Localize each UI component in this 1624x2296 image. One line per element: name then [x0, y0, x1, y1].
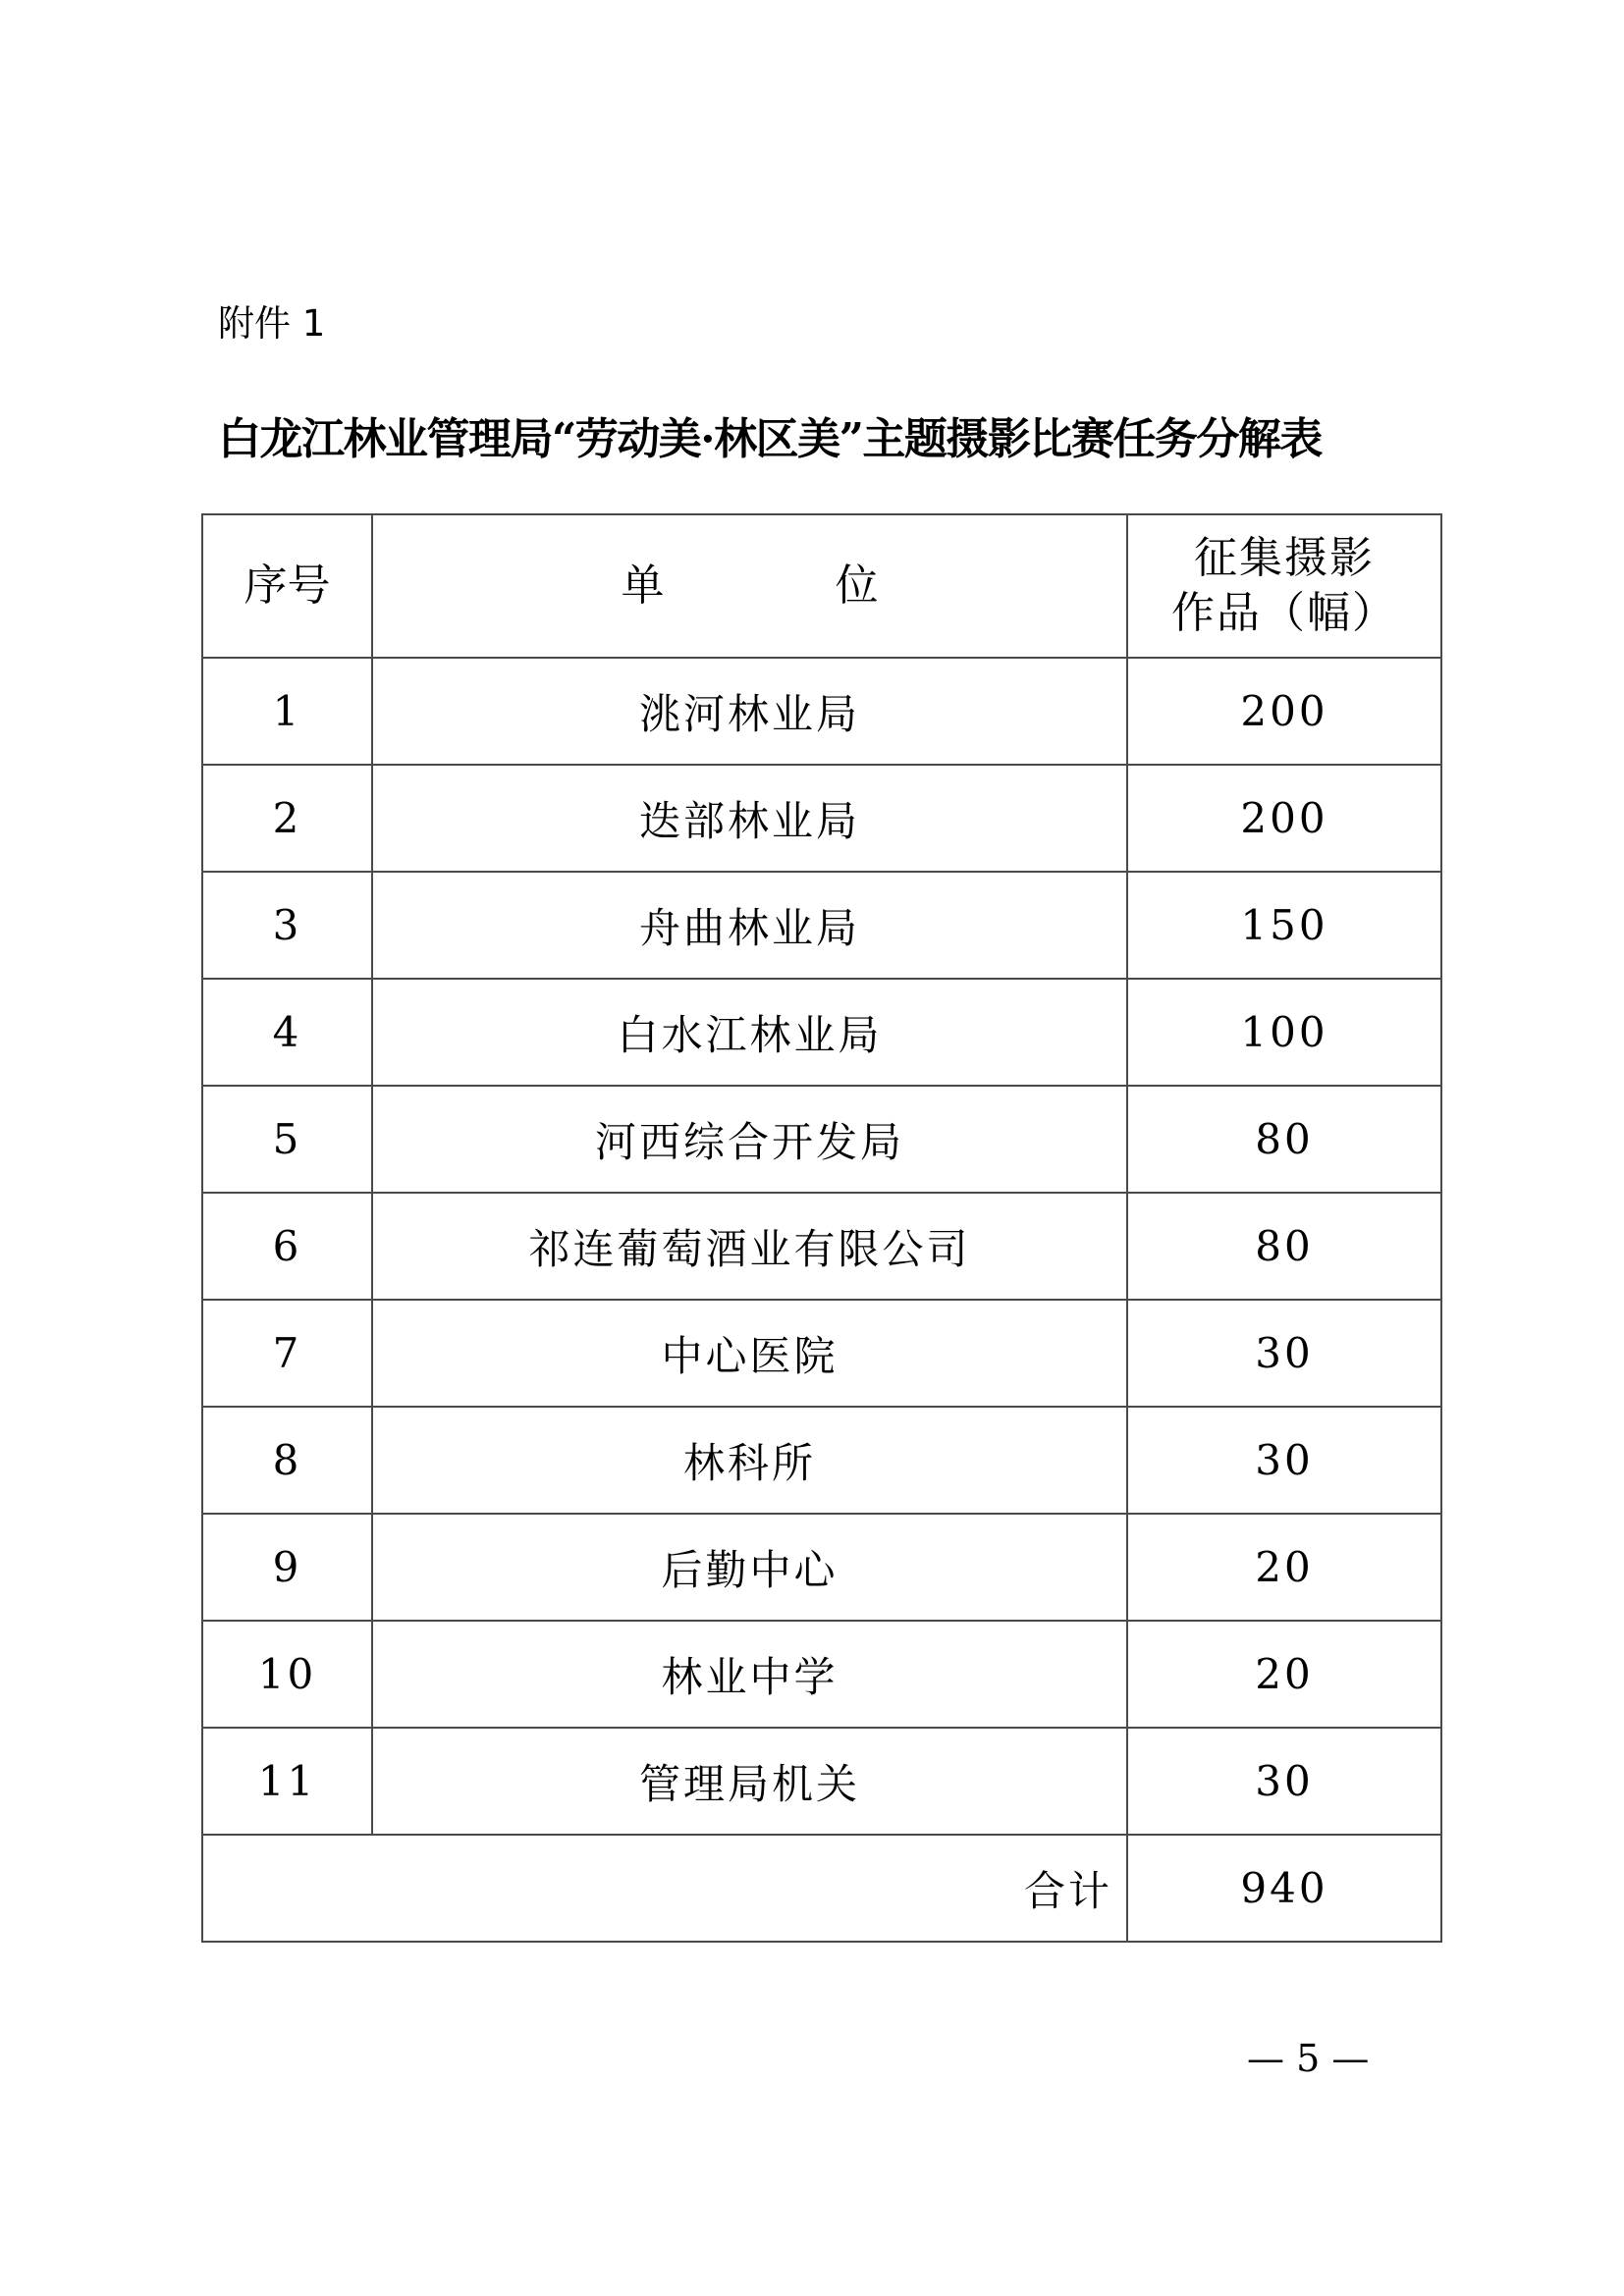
attachment-label: 附件 1: [218, 302, 326, 345]
row-unit: 迭部林业局: [372, 765, 1127, 872]
header-unit: 单 位: [372, 514, 1127, 658]
table-row: [202, 1407, 1441, 1514]
row-number: 7: [202, 1300, 372, 1407]
row-number: 3: [202, 872, 372, 979]
row-count: 30: [1127, 1300, 1441, 1407]
page-number: — 5 —: [1247, 2037, 1370, 2080]
table-row: [202, 1728, 1441, 1835]
row-count: 150: [1127, 872, 1441, 979]
table-row: [202, 1193, 1441, 1300]
table-row: [202, 872, 1441, 979]
task-breakdown-table: [201, 513, 1442, 1943]
row-unit: 管理局机关: [372, 1728, 1127, 1835]
table-row: [202, 1621, 1441, 1728]
row-count: 20: [1127, 1514, 1441, 1621]
row-unit: 河西综合开发局: [372, 1086, 1127, 1193]
row-unit: 林业中学: [372, 1621, 1127, 1728]
row-number: 9: [202, 1514, 372, 1621]
row-number: 6: [202, 1193, 372, 1300]
row-unit: 白水江林业局: [372, 979, 1127, 1086]
row-number: 1: [202, 658, 372, 765]
row-count: 30: [1127, 1728, 1441, 1835]
row-count: 30: [1127, 1407, 1441, 1514]
row-unit: 洮河林业局: [372, 658, 1127, 765]
row-number: 8: [202, 1407, 372, 1514]
table-row: [202, 765, 1441, 872]
row-count: 200: [1127, 765, 1441, 872]
row-count: 200: [1127, 658, 1441, 765]
total-label: 合计: [202, 1835, 1127, 1942]
row-number: 4: [202, 979, 372, 1086]
row-count: 100: [1127, 979, 1441, 1086]
row-count: 80: [1127, 1086, 1441, 1193]
row-unit: 林科所: [372, 1407, 1127, 1514]
row-count: 80: [1127, 1193, 1441, 1300]
row-number: 11: [202, 1728, 372, 1835]
table-row: [202, 1086, 1441, 1193]
header-number: 序号: [202, 514, 372, 658]
row-count: 20: [1127, 1621, 1441, 1728]
table-row: [202, 979, 1441, 1086]
header-works: 征集摄影 作品（幅）: [1127, 514, 1441, 658]
table-row: [202, 658, 1441, 765]
total-value: 940: [1127, 1835, 1441, 1942]
row-number: 5: [202, 1086, 372, 1193]
table-header-row: [202, 514, 1441, 658]
row-unit: 后勤中心: [372, 1514, 1127, 1621]
row-number: 2: [202, 765, 372, 872]
table-row: [202, 1514, 1441, 1621]
row-unit: 舟曲林业局: [372, 872, 1127, 979]
table-row: [202, 1300, 1441, 1407]
total-row: [202, 1835, 1441, 1942]
row-unit: 中心医院: [372, 1300, 1127, 1407]
row-number: 10: [202, 1621, 372, 1728]
row-unit: 祁连葡萄酒业有限公司: [372, 1193, 1127, 1300]
document-title: 白龙江林业管理局“劳动美·林区美”主题摄影比赛任务分解表: [218, 414, 1322, 464]
